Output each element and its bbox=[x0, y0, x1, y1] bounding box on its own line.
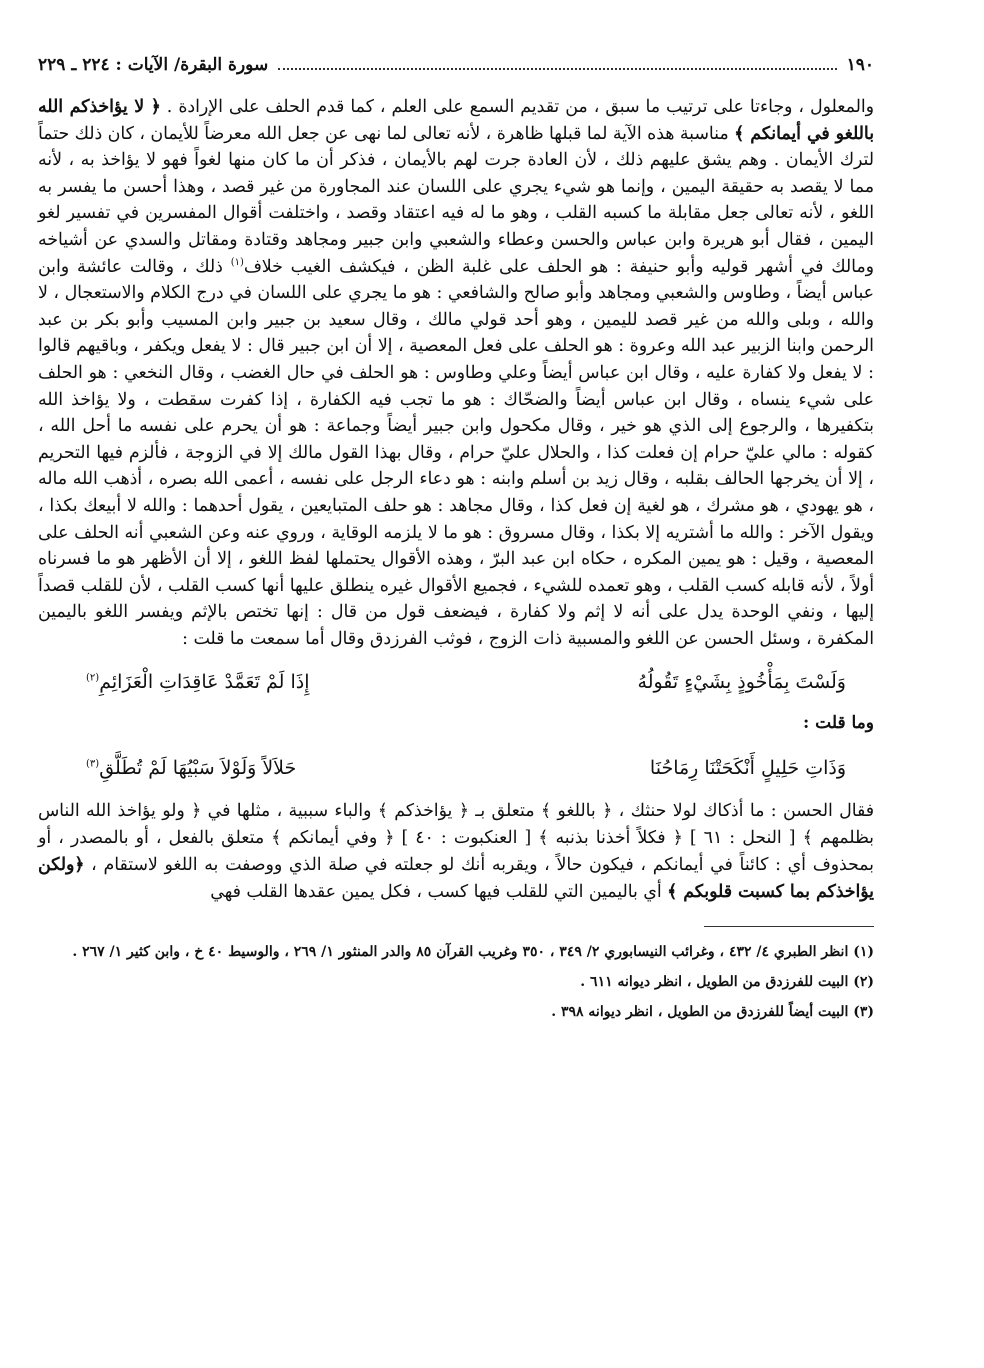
running-header bbox=[38, 40, 874, 80]
quran-quote: ﴿ لا يؤاخذكم الله باللغو في أيمانكم ﴾ bbox=[38, 97, 874, 144]
verse-1-second-text: إِذَا لَمْ تَعَمَّدْ عَاقِدَاتِ الْعَزَائِمِ bbox=[99, 671, 310, 694]
book-page bbox=[38, 40, 874, 1340]
footnote-ref-3: (٣) bbox=[86, 759, 100, 771]
footnote-1: (١) انظر الطبري ٤/ ٤٣٢ ، وغرائب النيسابوري ٢/ ٣٤٩ ، ٣٥٠ وغريب القرآن ٨٥ والدر المنثور ١/ ٢٦٩ ، والوسيط ٤٠ خ ، وابن كثير ١/ ٢٦٧ . bbox=[72, 944, 874, 961]
text-run: والمعلول ، وجاءتا على ترتيب ما سبق ، من تقديم السمع على العلم ، كما قدم الحلف على الإرادة . bbox=[160, 97, 874, 117]
text-run: ذلك ، وقالت عائشة وابن عباس أيضاً ، وطاوس والشعبي ومجاهد وأبو صالح والشافعي : هو ما يجري على اللسان في درج الكلام والاستعجال ، لا والله ، وبلى والله من غير قصد لليمين ، وهو أحد قولي مالك ، وقال سعيد بن جبير وابن المسيب وأبو بكر بن عبد الرحمن وابنا الزبير عبد الله وعروة : هو الحلف على فعل المعصية ، إلا أن ابن جبير قال : لا يفعل ويكفر ، وباقيهم قالوا : لا يفعل ولا كفارة عليه ، وقال ابن عباس أيضاً وعلي وطاوس : هو الحلف في حال الغضب ، وقال النخعي : هو الحلف على شيء ينساه ، وقال ابن عباس أيضاً والضحّاك : هو ما تجب فيه الكفارة ، إذا كفرت سقطت ، ولا يؤاخذ الله بتكفيرها ، والرجوع إلى الذي هو خير ، وقال مكحول وابن جبير أيضاً وجماعة : هو أن يحرم على نفسه ما أحل الله ، كقوله : مالي عليّ حرام إن فعلت كذا ، والحلال عليّ حرام ، وقال بهذا القول مالك إلا في الزوجة ، فألزم فيها التحريم ، إلا أن يخرجها الحالف بقلبه ، وقال زيد بن أسلم وابنه : هو دعاء الرجل على نفسه ، أعمى الله بصره ، أذهب الله ماله ، هو يهودي ، هو مشرك ، هو لغية إن فعل كذا ، وقال مجاهد : هو حلف المتبايعين ، يقول أحدهما : والله لا أبيعك بكذا ، ويقول الآخر : والله ما أشتريه إلا بكذا ، وقال مسروق : هو ما لا يلزمه الوقاية ، وروي عنه وعن الشعبي أنه الحلف على المعصية ، وقيل : هو يمين المكره ، حكاه ابن عبد البرّ ، وهذه الأقوال يحتملها لفظ اللغو ، إلا أن الأظهر هو ما فسرناه أولاً ، لأنه قابله كسب القلب ، وهو تعمده للشيء ، فجميع الأقوال غيره ينطلق عليها أنها كسب القلب ، لأن للقلب قصداً إليها ، ونفي الوحدة يدل على أنه لا إثم ولا كفارة ، فيضعف قول من قال : إنها تختص بالإثم ويفسر اللغو باليمين المكفرة ، وسئل الحسن عن اللغو والمسبية ذات الزوج ، فوثب الفرزدق وقال أما سمعت ما قلت : bbox=[38, 256, 874, 649]
paragraph-1 bbox=[38, 94, 874, 652]
text-run: أي باليمين التي للقلب فيها كسب ، فكل يمين عقدها القلب فهي bbox=[210, 882, 668, 903]
verse-2-first-hemistich: وَذَاتِ حَلِيلٍ أَنْكَحَتْنَا رِمَاحُنَا bbox=[649, 757, 846, 780]
footnote-2: (٢) البيت للفرزدق من الطويل ، انظر ديوانه ٦١١ . bbox=[580, 974, 874, 991]
verse-2-second-text: حَلاَلاً وَلَوْلاَ سَبْيُهَا لَمْ تُطَلَّقِ bbox=[99, 757, 297, 780]
main-text bbox=[38, 94, 874, 652]
verse-1-second-hemistich bbox=[86, 662, 310, 702]
page-number: ١٩٠ bbox=[846, 55, 874, 75]
text-run: فقال الحسن : ما أذكاك لولا حنثك ، ﴿ باللغو ﴾ متعلق بـ ﴿ يؤاخذكم ﴾ والباء سببية ، مثلها في ﴿ ولو يؤاخذ الله الناس بظلمهم ﴾ [ النحل : ٦١ ] ﴿ فكلاً أخذنا بذنبه ﴾ [ العنكبوت : ٤٠ ] ﴿ وفي أيمانكم ﴾ متعلق بالفعل ، أو بالمصدر ، أو بمحذوف أي : كائناً في أيمانكم ، فيكون حالاً ، ويقربه أنك لو جعلته في صلة الذي ووصفت به اللغو لاستقام ، bbox=[38, 801, 874, 876]
poem-verse-1 bbox=[38, 662, 874, 702]
verse-2-second-hemistich bbox=[86, 748, 296, 788]
verse-1-first-hemistich: وَلَسْتَ بِمَأْخُوذٍ بِشَيْءٍ تَقُولُهُ bbox=[637, 671, 846, 694]
footnote-3: (٣) البيت أيضاً للفرزدق من الطويل ، انظر ديوانه ٣٩٨ . bbox=[551, 1004, 874, 1021]
footnote-ref-1: (١) bbox=[230, 256, 244, 268]
quran-quote: ﴿ولكن يؤاخذكم بما كسبت قلوبكم ﴾ bbox=[38, 855, 874, 903]
footnotes bbox=[38, 941, 874, 1024]
verse-lead-in: وما قلت : bbox=[802, 713, 874, 734]
footnote-separator bbox=[704, 926, 874, 927]
text-run: مناسبة هذه الآية لما قبلها ظاهرة ، لأنه تعالى لما نهى عن جعل الله معرضاً للأيمان ، كان ذلك حتماً لترك الأيمان . وهم يشق عليهم ذلك ، لأن العادة جرت لهم بالأيمان ، فذكر أن ما كان منها لغواً فهو لا يؤاخذ به ، لأنه مما لا يقصد به حقيقة اليمين ، وإنما هو شيء يجري على اللسان عند المجاورة من غير قصد ، وهذا أحسن ما يفسر به اللغو ، لأنه تعالى جعل مقابلة ما كسبه القلب ، وهو ما له فيه اعتقاد وقصد ، واختلفت أقوال المفسرين في تفسير لغو اليمين ، فقال أبو هريرة وابن عباس والحسن وعطاء والشعبي وابن جبير ومجاهد وقتادة ومقاتل والسدي عن أشياخه ومالك في أشهر قوليه وأبو حنيفة : هو الحلف على غلبة الظن ، فيكشف الغيب خلاف bbox=[38, 123, 874, 277]
commentary-paragraph bbox=[38, 798, 874, 906]
footnote-ref-2: (٢) bbox=[86, 673, 100, 685]
header-leader-dots bbox=[278, 68, 836, 70]
poem-verse-2 bbox=[38, 748, 874, 788]
header-title: سورة البقرة/ الآيات : ٢٢٤ ـ ٢٢٩ bbox=[38, 55, 269, 75]
